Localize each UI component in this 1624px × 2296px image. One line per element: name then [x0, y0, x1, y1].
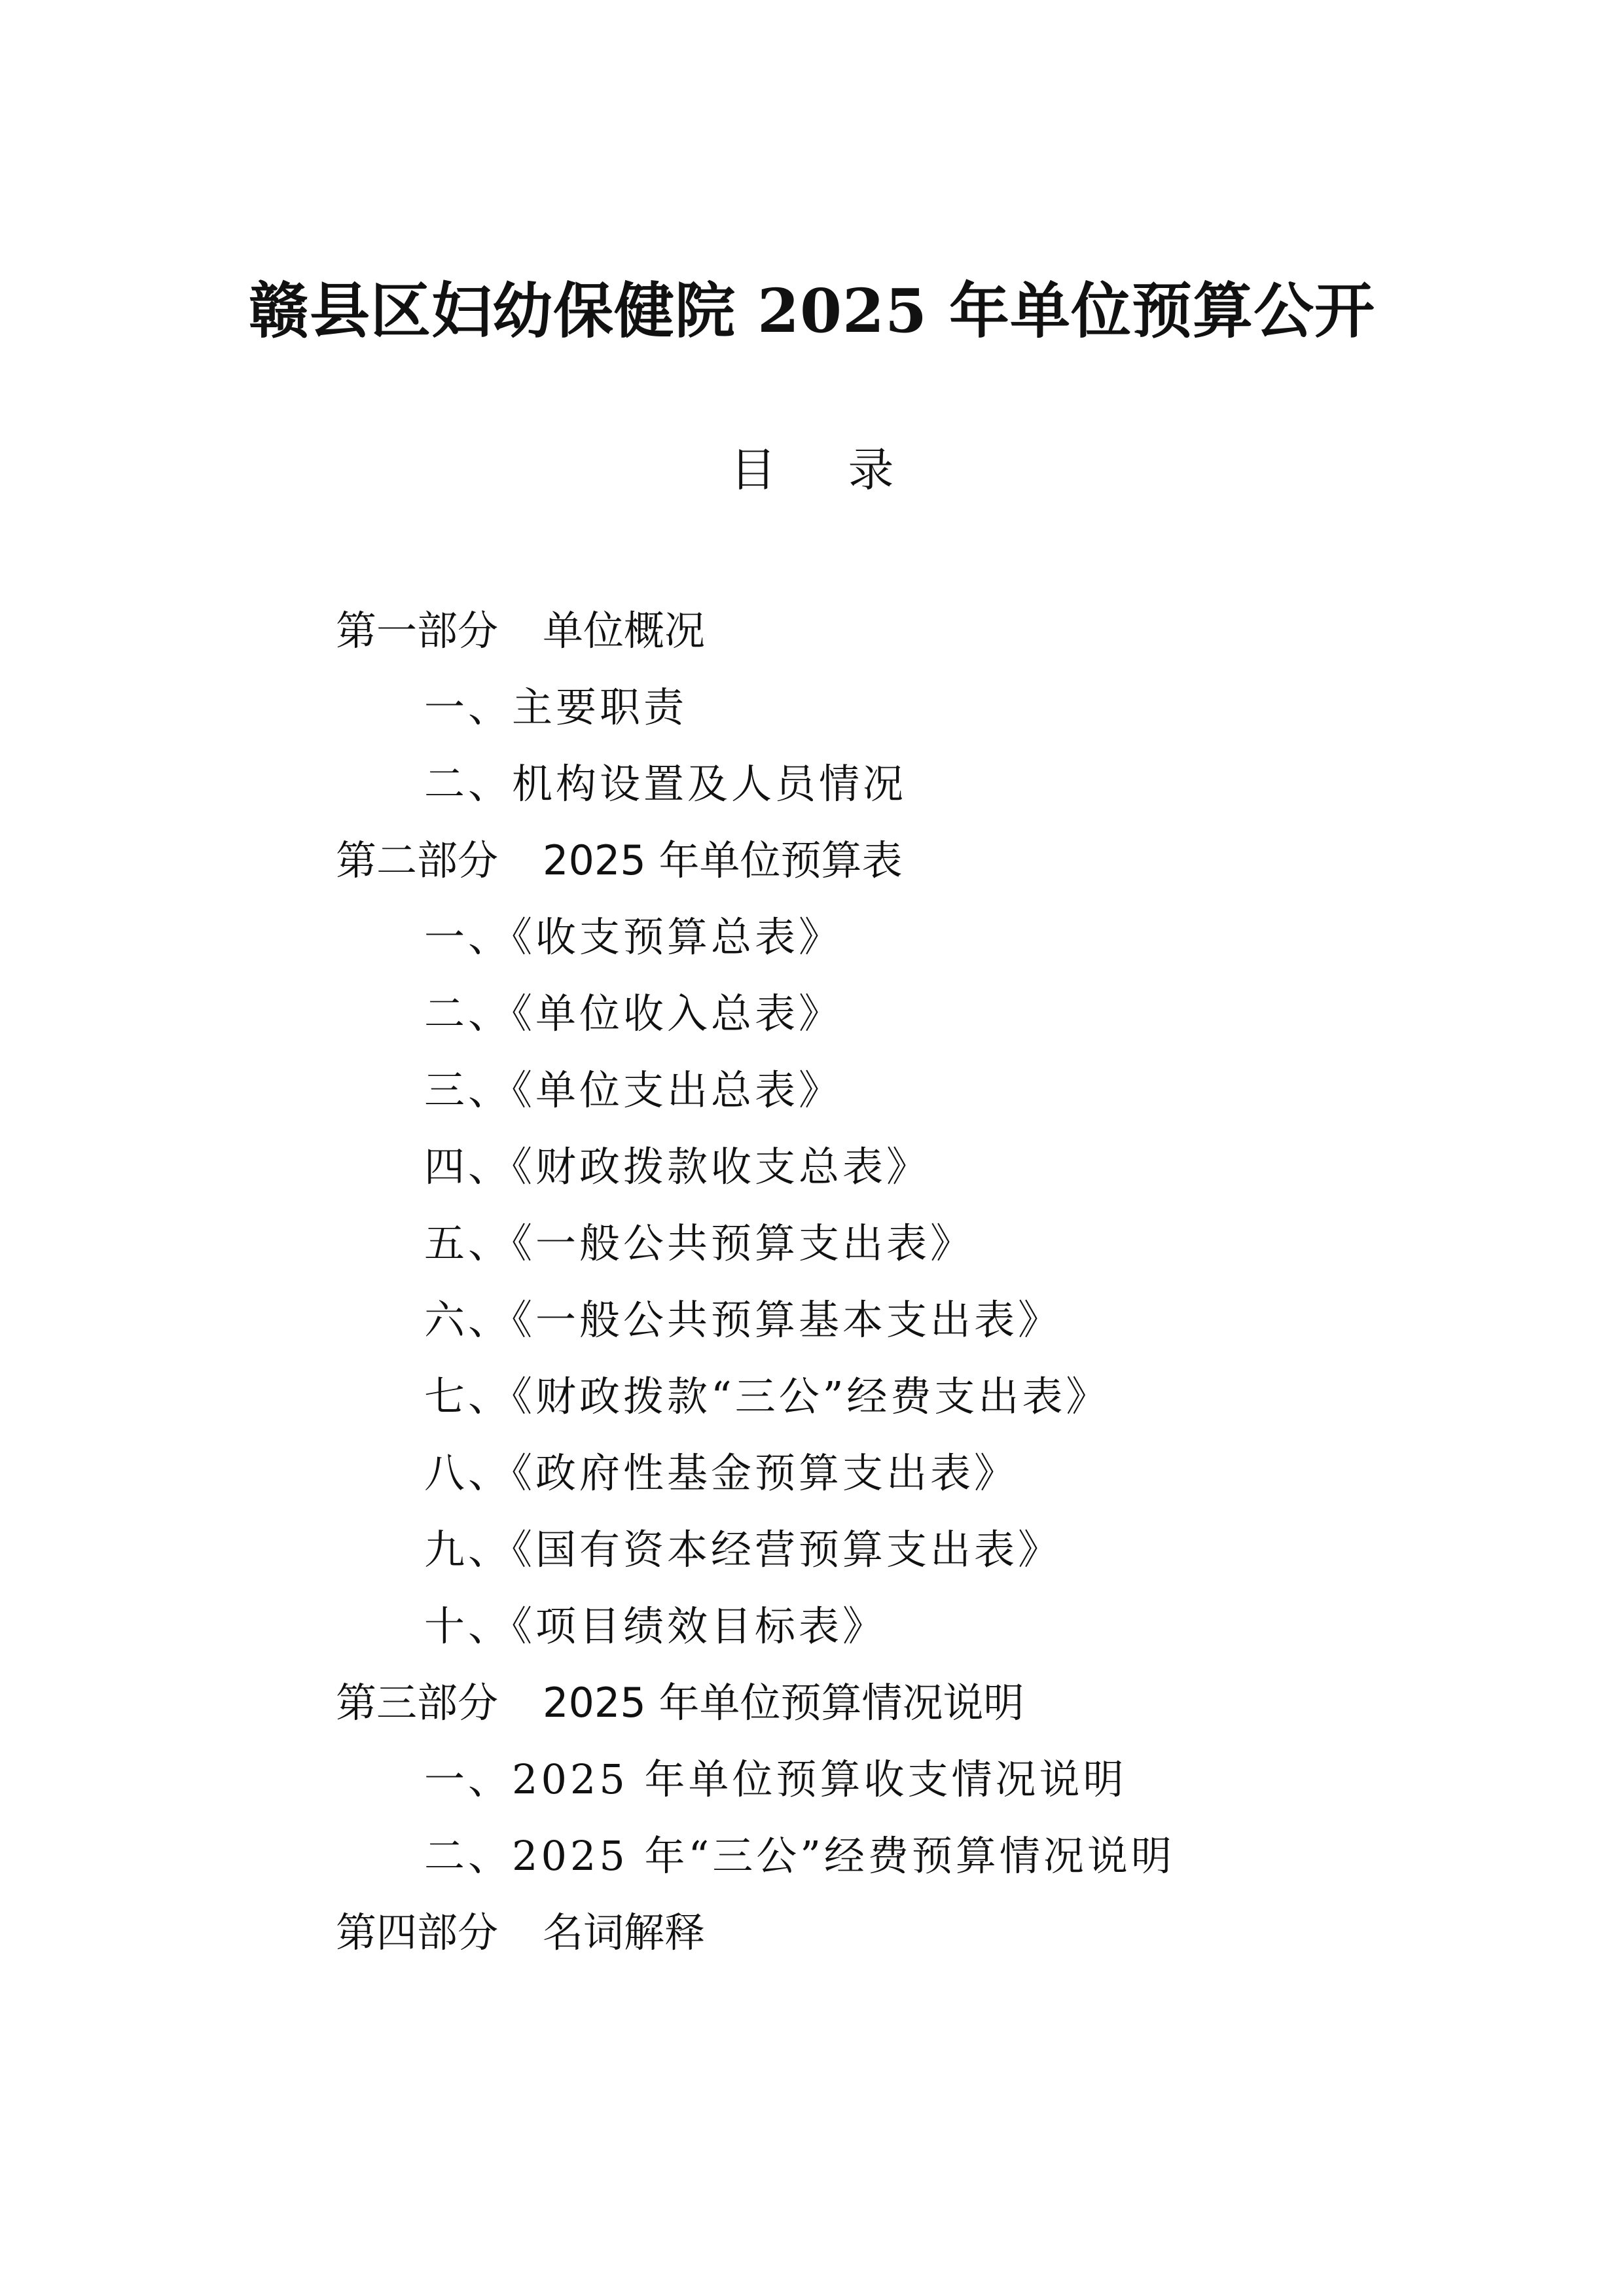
toc-item[interactable]: 二、《单位收入总表》 — [424, 990, 843, 1037]
toc-item[interactable]: 六、《一般公共预算基本支出表》 — [424, 1296, 1062, 1344]
toc-heading-left: 目 — [730, 443, 776, 497]
toc-part-title: 名词解释 — [543, 1909, 706, 1956]
document-title: 赣县区妇幼保健院 2025 年单位预算公开 — [248, 276, 1376, 346]
toc-part-number: 第二部分 — [336, 836, 499, 884]
table-of-contents — [0, 592, 1624, 1971]
toc-item[interactable]: 三、《单位支出总表》 — [424, 1066, 843, 1114]
toc-item[interactable]: 二、2025 年“三公”经费预算情况说明 — [424, 1832, 1175, 1880]
toc-item[interactable]: 一、主要职责 — [424, 683, 688, 731]
toc-item[interactable]: 十、《项目绩效目标表》 — [424, 1602, 887, 1650]
toc-item[interactable]: 一、2025 年单位预算收支情况说明 — [424, 1755, 1127, 1803]
toc-part-title: 2025 年单位预算情况说明 — [543, 1679, 1024, 1727]
toc-part-title: 2025 年单位预算表 — [543, 836, 903, 884]
toc-item[interactable]: 七、《财政拨款“三公”经费支出表》 — [424, 1372, 1110, 1420]
toc-heading-right: 录 — [848, 443, 894, 497]
toc-heading — [0, 437, 1624, 503]
toc-part-number: 第四部分 — [336, 1909, 499, 1956]
toc-item[interactable]: 八、《政府性基金预算支出表》 — [424, 1449, 1019, 1497]
toc-part-4[interactable] — [0, 1894, 1624, 1971]
toc-part-number: 第三部分 — [336, 1679, 499, 1727]
toc-part-number: 第一部分 — [336, 607, 499, 655]
toc-part-2[interactable] — [0, 822, 1624, 899]
toc-item[interactable]: 九、《国有资本经营预算支出表》 — [424, 1526, 1062, 1573]
toc-item[interactable]: 二、机构设置及人员情况 — [424, 760, 907, 808]
toc-part-1[interactable] — [0, 592, 1624, 669]
toc-item[interactable]: 五、《一般公共预算支出表》 — [424, 1219, 975, 1267]
toc-item[interactable]: 四、《财政拨款收支总表》 — [424, 1143, 931, 1191]
toc-part-title: 单位概况 — [543, 607, 706, 655]
toc-item[interactable]: 一、《收支预算总表》 — [424, 913, 843, 961]
toc-part-3[interactable] — [0, 1664, 1624, 1741]
